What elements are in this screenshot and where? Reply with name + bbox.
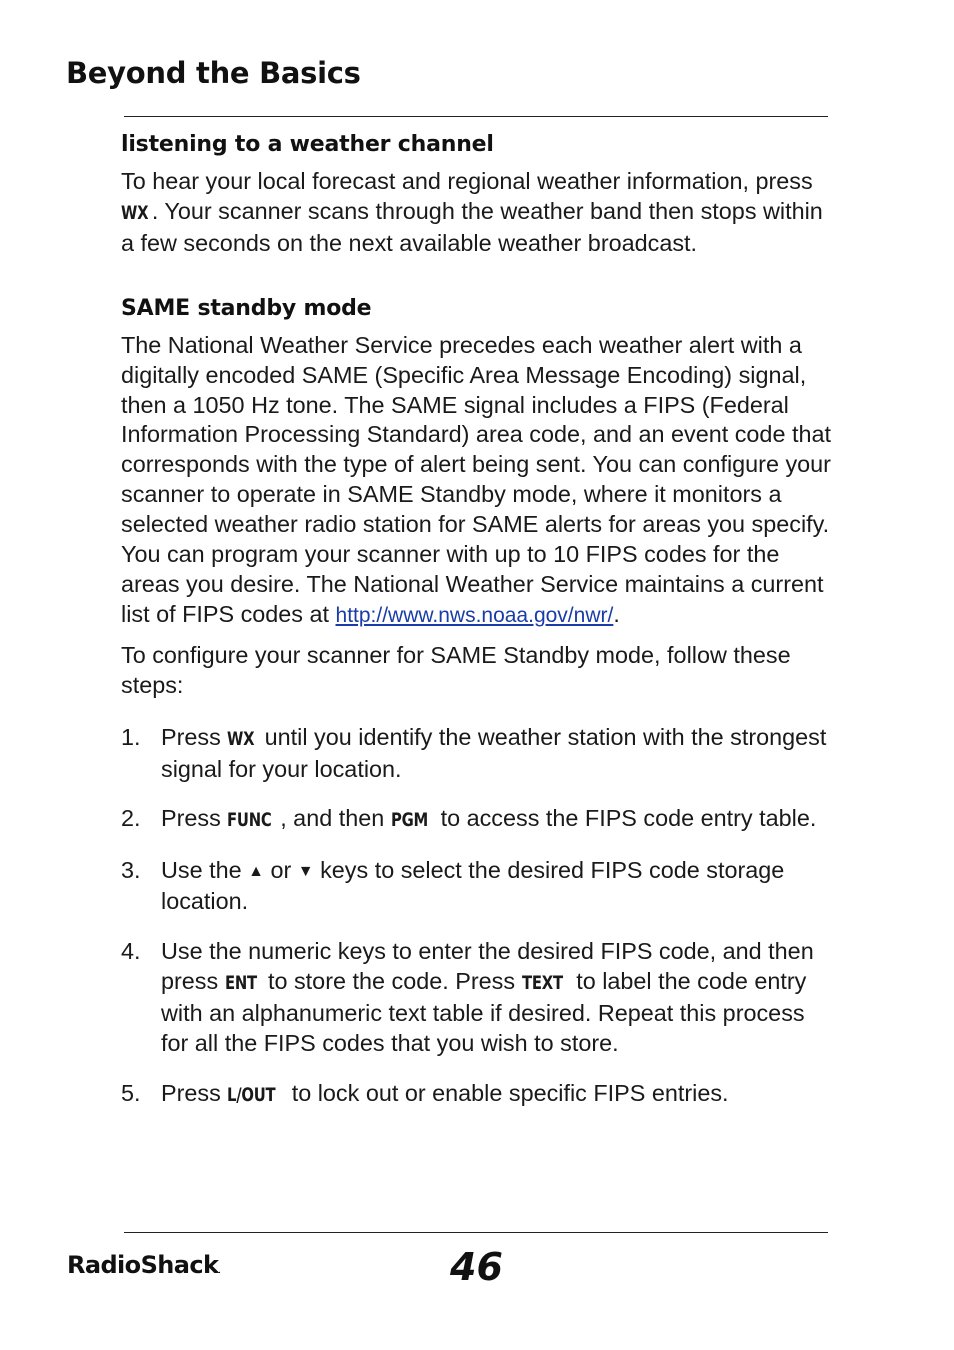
key-func: FUNC: [227, 809, 272, 832]
step-item: [121, 1079, 831, 1111]
step-number: 5.: [121, 1079, 141, 1106]
steps-list: [121, 723, 831, 1111]
text-run: , and then: [280, 805, 391, 832]
weather-channel-paragraph: [121, 167, 831, 259]
logo-text: RadioShack: [67, 1251, 219, 1279]
text-run: to lock out or enable specific FIPS entries.: [285, 1079, 729, 1106]
key-ent: ENT: [224, 972, 257, 995]
text-run: . Your scanner scans through the weather band then stops within a few seconds on the next available weather broadcast.: [121, 197, 823, 256]
key-wx: WX: [121, 201, 149, 224]
key-text: TEXT: [521, 972, 563, 995]
text-run: .: [613, 600, 620, 627]
text-run: to access the FIPS code entry table.: [434, 805, 817, 832]
step-item: [121, 723, 831, 785]
text-run: Press: [161, 723, 228, 750]
step-number: 1.: [121, 723, 141, 750]
logo-mark: .: [218, 1268, 221, 1275]
text-run: Use the: [161, 857, 249, 884]
key-wx: WX: [227, 727, 255, 750]
page-number: 46: [450, 1245, 503, 1289]
text-run: To hear your local forecast and regional weather information, press: [121, 168, 813, 194]
radioshack-logo: [67, 1251, 221, 1279]
step-item: [121, 937, 831, 1059]
step-item: [121, 804, 831, 836]
text-run: to label the code entry with an alphanumeric text table if desired. Repeat this process for all the FIPS codes that you wish to store.: [161, 968, 807, 1056]
steps-intro-paragraph: To configure your scanner for SAME Standby mode, follow these steps:: [121, 641, 791, 698]
text-run: to store the code. Press: [261, 968, 522, 995]
step-number: 2.: [121, 805, 141, 832]
nws-link[interactable]: http://www.nws.noaa.gov/nwr/: [335, 603, 614, 627]
text-run: until you identify the weather station with the strongest signal for your location.: [161, 723, 827, 782]
text-run: Press: [161, 1079, 228, 1106]
text-run: The National Weather Service precedes each weather alert with a digitally encoded SAME (Specific Area Message Encoding) signal, then a 1050 Hz tone. The SAME signal includes a FIPS (Federal Information Processing Standard) area code, and an event code that corresponds with the type of alert being sent. You can configure your scanner to operate in SAME Standby mode, where it monitors a selected weather radio station for SAME alerts for areas you specify. You can program your scanner with up to 10 FIPS codes for the areas you desire. The National Weather Service maintains a current list of FIPS codes at: [121, 331, 831, 627]
down-arrow-icon: ▼: [297, 863, 314, 881]
key-pgm: PGM: [390, 809, 428, 832]
header-divider: [124, 116, 828, 117]
text-run: keys to select the desired FIPS code storage location.: [161, 857, 785, 915]
step-number: 3.: [121, 857, 141, 884]
section-heading-same-standby: SAME standby mode: [121, 295, 372, 321]
text-run: Use the numeric keys to enter the desired FIPS code, and then press: [161, 938, 814, 995]
step-item: [121, 856, 831, 917]
footer-divider: [124, 1232, 828, 1233]
text-run: Press: [161, 805, 228, 832]
key-lout: L/OUT: [227, 1083, 276, 1106]
section-heading-weather-channel: listening to a weather channel: [121, 132, 494, 157]
text-run: or: [263, 857, 298, 884]
manual-content: [121, 128, 831, 1131]
page-title: Beyond the Basics: [66, 56, 361, 90]
up-arrow-icon: ▲: [248, 863, 264, 881]
step-number: 4.: [121, 938, 141, 965]
same-description-paragraph: [121, 331, 831, 631]
